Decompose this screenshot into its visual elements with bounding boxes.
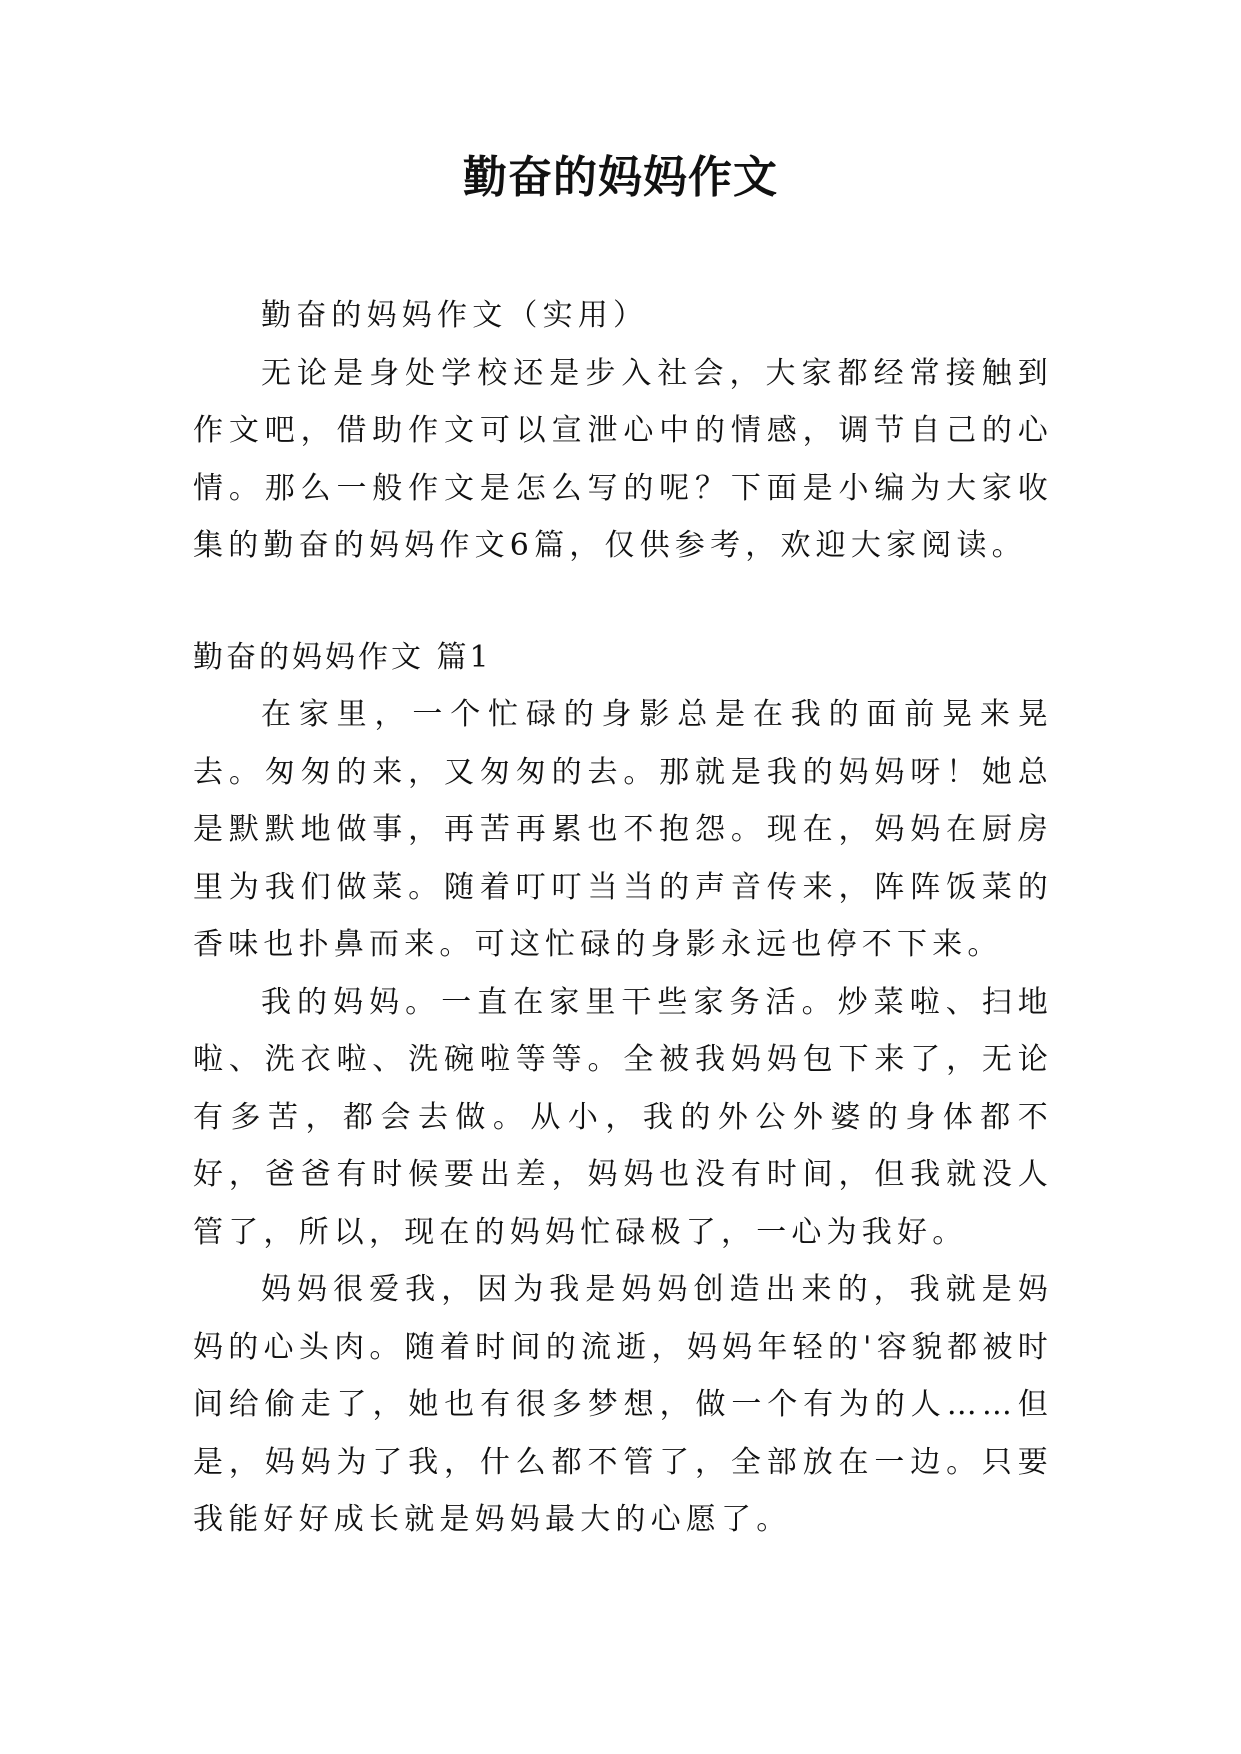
body-paragraph-3: 妈妈很爱我，因为我是妈妈创造出来的，我就是妈妈的心头肉。随着时间的流逝，妈妈年轻的'容貌都被时间给偷走了，她也有很多梦想，做一个有为的人……但是，妈妈为了我，什么都不管了，全部放在一边。只要我能好好成长就是妈妈最大的心愿了。 (193, 1272, 1053, 1537)
section-heading: 勤奋的妈妈作文 篇1 (193, 639, 492, 675)
intro-paragraph: 无论是身处学校还是步入社会，大家都经常接触到作文吧，借助作文可以宣泄心中的情感，调节自己的心情。那么一般作文是怎么写的呢？下面是小编为大家收集的勤奋的妈妈作文6篇，仅供参考，欢迎大家阅读。 (193, 355, 1053, 563)
body-paragraph-1: 在家里，一个忙碌的身影总是在我的面前晃来晃去。匆匆的来，又匆匆的去。那就是我的妈妈呀！她总是默默地做事，再苦再累也不抱怨。现在，妈妈在厨房里为我们做菜。随着叮叮当当的声音传来，阵阵饭菜的香味也扑鼻而来。可这忙碌的身影永远也停不下来。 (193, 697, 1053, 962)
document-body (193, 287, 1053, 1549)
document-title: 勤奋的妈妈作文 (463, 152, 778, 203)
body-paragraph-2: 我的妈妈。一直在家里干些家务活。炒菜啦、扫地啦、洗衣啦、洗碗啦等等。全被我妈妈包下来了，无论有多苦，都会去做。从小，我的外公外婆的身体都不好，爸爸有时候要出差，妈妈也没有时间，但我就没人管了，所以，现在的妈妈忙碌极了，一心为我好。 (193, 984, 1053, 1250)
document-subtitle: 勤奋的妈妈作文（实用） (261, 298, 649, 333)
